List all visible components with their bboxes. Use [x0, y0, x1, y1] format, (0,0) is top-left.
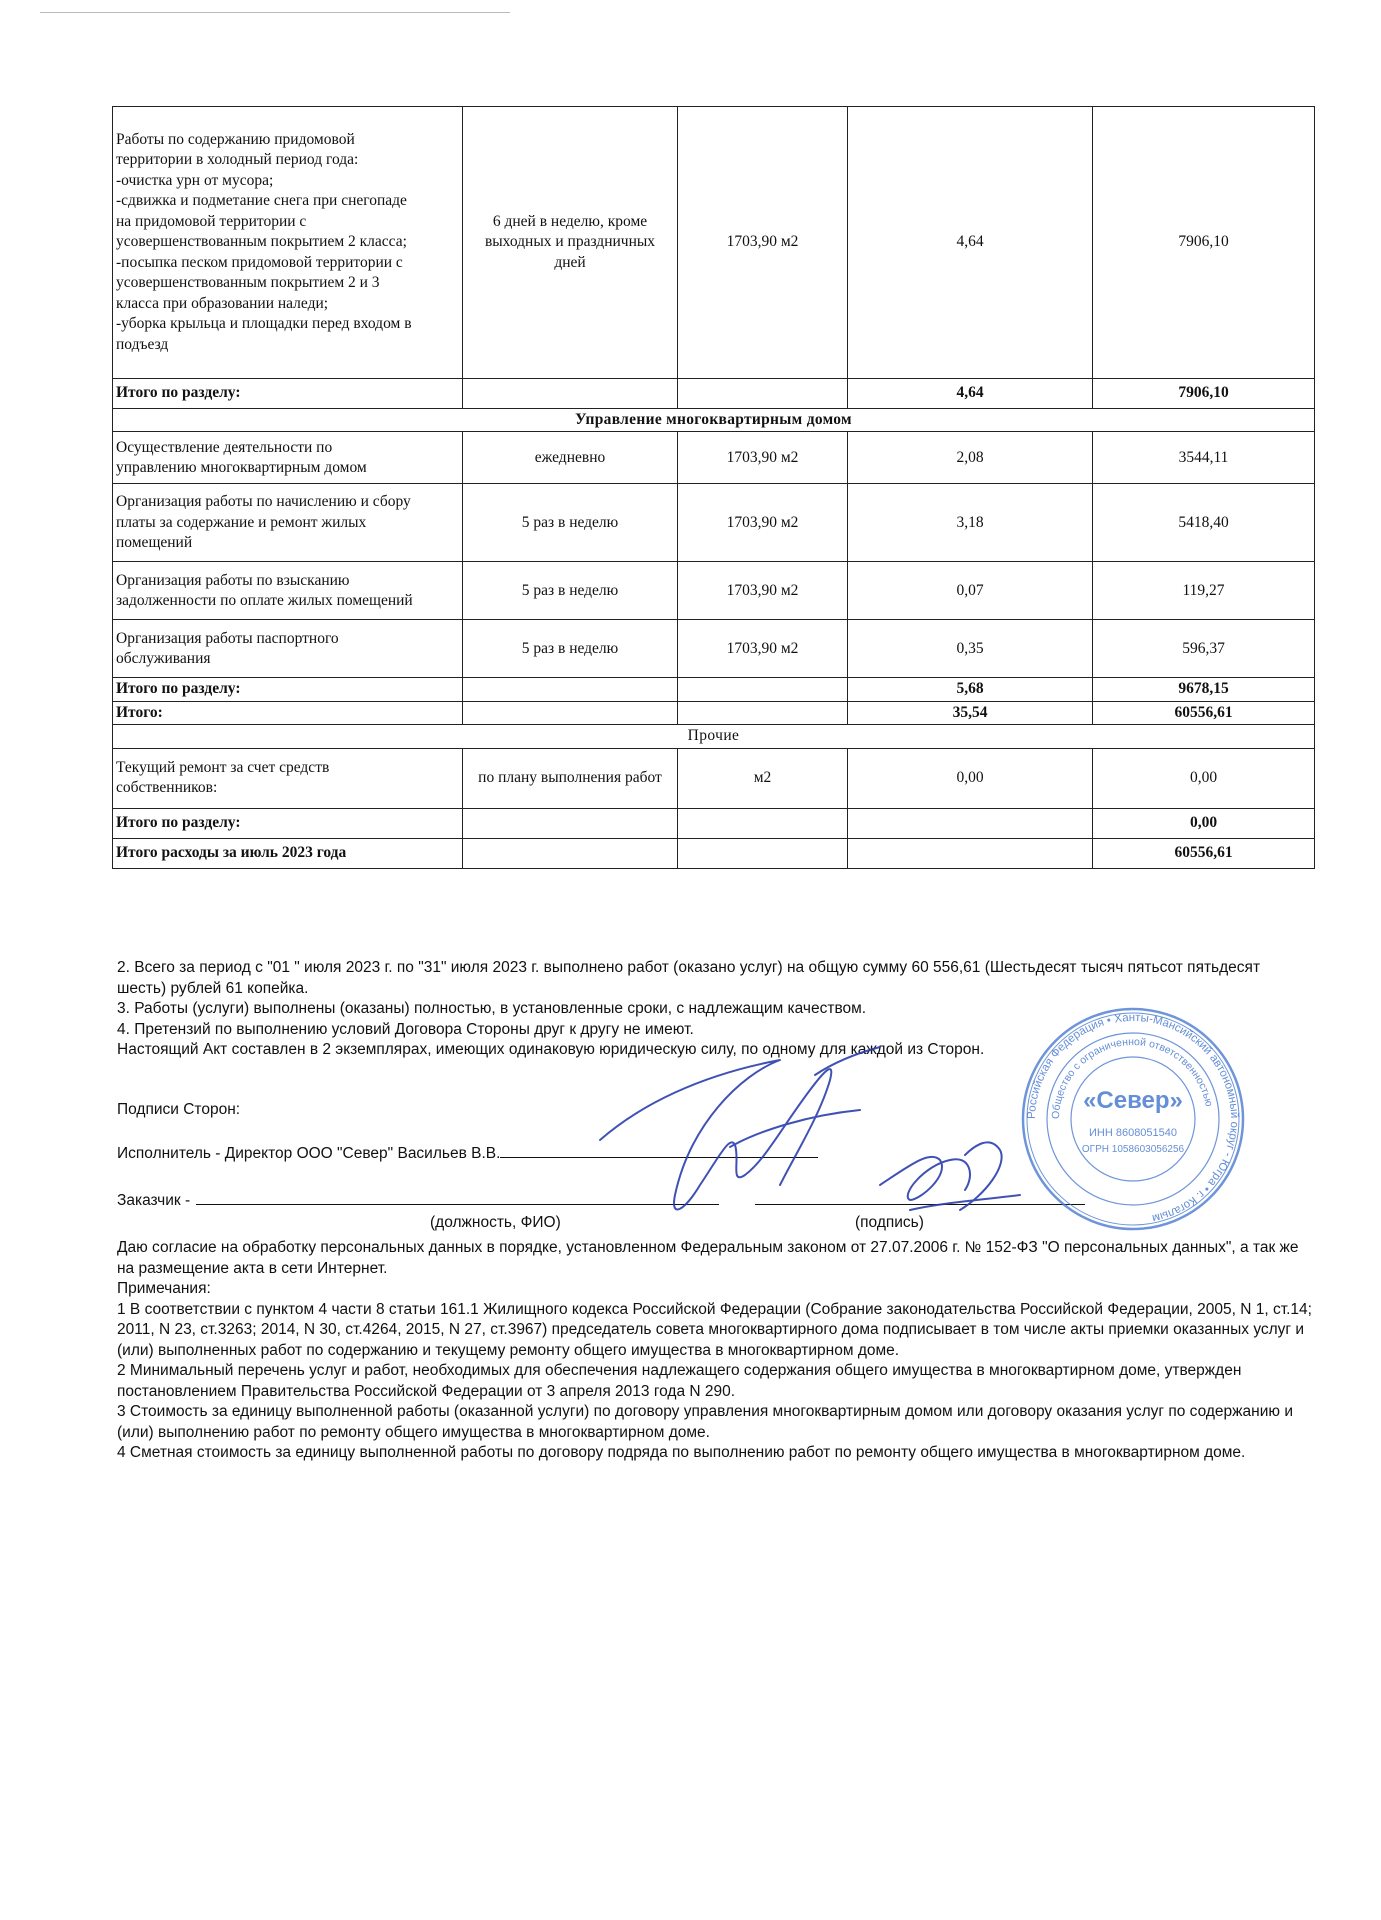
note-1: 1 В соответствии с пунктом 4 части 8 статьи 161.1 Жилищного кодекса Российской Федерации (Собрание законодательства Российской Федерации, 2005, N 1, ст.14; 2011, N 23, ст.3263; 2014, N 30, ст.4264, 2015, N 27, ст.3967) председатель совета многоквартирного дома подписывает в том числе акты приемки оказанных услуг и (или) выполненных работ по содержанию и текущему ремонту общего имущества в многоквартирном доме. [117, 1300, 1312, 1359]
cell-work-name: Организация работы по взысканию задолженности по оплате жилых помещений [113, 562, 463, 620]
table-row [113, 107, 1315, 379]
cell-work-name: Итого по разделу: [113, 379, 463, 409]
cell-amount: 5418,40 [1093, 484, 1315, 562]
cell-quantity [678, 838, 848, 868]
cell-rate: 3,18 [848, 484, 1093, 562]
stamp-center-text: «Север» [1083, 1087, 1183, 1114]
cell-amount: 0,00 [1093, 748, 1315, 808]
cell-frequency: 6 дней в неделю, кроме выходных и праздничных дней [463, 107, 678, 379]
caption-position: (должность, ФИО) [430, 1214, 561, 1231]
stamp-ogrn: ОГРН 1058603056256 [1081, 1144, 1185, 1155]
cell-work-name: Работы по содержанию придомовой территории в холодный период года: -очистка урн от мусора; -сдвижка и подметание снега при снегопаде на придомовой территории с усовершенствованным покрытием 2 класса; -посыпка песком придомовой территории с усовершенствованным покрытием 2 и 3 класса при образовании наледи; -уборка крыльца и площадки перед входом в подъезд [113, 107, 463, 379]
cell-amount: 7906,10 [1093, 107, 1315, 379]
table-row [113, 748, 1315, 808]
table-total-row [113, 701, 1315, 724]
table-row [113, 484, 1315, 562]
table-row [113, 562, 1315, 620]
cell-work-name: Итого по разделу: [113, 678, 463, 701]
cell-amount: 0,00 [1093, 808, 1315, 838]
statement-total-sum: 2. Всего за период с "01 " июля 2023 г. по "31" июля 2023 г. выполнено работ (оказано услуг) на общую сумму 60 556,61 (Шестьдесят тысяч пятьсот пятьдесят шесть) рублей 61 копейка. [117, 959, 1261, 997]
stamp-ring-textpath: Российская Федерация • Ханты-Мансийский автономный округ - Югра • г. Когалым [1025, 1011, 1241, 1225]
table-total-row [113, 379, 1315, 409]
cell-amount: 60556,61 [1093, 701, 1315, 724]
cell-frequency [463, 678, 678, 701]
cell-work-name: Организация работы паспортного обслуживания [113, 620, 463, 678]
notes-block [117, 1238, 1317, 1464]
section-title: Управление многоквартирным домом [113, 409, 1315, 432]
cell-rate: 4,64 [848, 379, 1093, 409]
cell-work-name: Осуществление деятельности по управлению многоквартирным домом [113, 432, 463, 484]
scan-edge-line [40, 12, 510, 13]
cell-amount: 7906,10 [1093, 379, 1315, 409]
cell-rate: 0,35 [848, 620, 1093, 678]
cell-amount: 119,27 [1093, 562, 1315, 620]
cell-quantity: 1703,90 м2 [678, 620, 848, 678]
cell-work-name: Текущий ремонт за счет средств собственников: [113, 748, 463, 808]
cell-rate: 5,68 [848, 678, 1093, 701]
cell-quantity [678, 379, 848, 409]
note-3: 3 Стоимость за единицу выполненной работы (оказанной услуги) по договору управления многоквартирным домом или договору оказания услуг по содержанию и (или) выполнению работ по ремонту общего имущества в многоквартирном доме. [117, 1403, 1293, 1441]
cell-rate: 2,08 [848, 432, 1093, 484]
cell-frequency: 5 раз в неделю [463, 562, 678, 620]
table-row [113, 620, 1315, 678]
cell-frequency [463, 701, 678, 724]
cell-rate [848, 838, 1093, 868]
cell-amount: 3544,11 [1093, 432, 1315, 484]
cell-work-name: Итого: [113, 701, 463, 724]
table-total-row [113, 678, 1315, 701]
cell-quantity [678, 701, 848, 724]
table-total-row [113, 808, 1315, 838]
statement-quality: 3. Работы (услуги) выполнены (оказаны) полностью, в установленные сроки, с надлежащим качеством. [117, 1000, 867, 1017]
cell-quantity: м2 [678, 748, 848, 808]
cell-frequency: ежедневно [463, 432, 678, 484]
cell-work-name: Организация работы по начислению и сбору платы за содержание и ремонт жилых помещений [113, 484, 463, 562]
stamp-inn: ИНН 8608051540 [1088, 1127, 1178, 1139]
consent-text: Даю согласие на обработку персональных данных в порядке, установленном Федеральным законом от 27.07.2006 г. № 152-ФЗ "О персональных данных", а так же на размещение акта в сети Интернет. [117, 1239, 1299, 1277]
cell-rate [848, 808, 1093, 838]
table-row [113, 432, 1315, 484]
cell-work-name: Итого расходы за июль 2023 года [113, 838, 463, 868]
cell-quantity: 1703,90 м2 [678, 432, 848, 484]
handwritten-signature [580, 1035, 1040, 1235]
notes-heading: Примечания: [117, 1280, 211, 1297]
services-table [112, 106, 1315, 869]
table-section-row [113, 725, 1315, 748]
table-section-row [113, 409, 1315, 432]
statement-no-claims: 4. Претензий по выполнению условий Договора Стороны друг к другу не имеют. [117, 1020, 694, 1038]
caption-signature: (подпись) [855, 1214, 924, 1231]
cell-rate: 4,64 [848, 107, 1093, 379]
cell-amount: 596,37 [1093, 620, 1315, 678]
cell-amount: 9678,15 [1093, 678, 1315, 701]
statement-copies: Настоящий Акт составлен в 2 экземплярах, имеющих одинаковую юридическую силу, по одному для каждой из Сторон. [117, 1041, 985, 1058]
cell-rate: 35,54 [848, 701, 1093, 724]
section-title: Прочие [113, 725, 1315, 748]
company-stamp [1018, 1004, 1248, 1234]
signatures-heading: Подписи Сторон: [117, 1101, 241, 1118]
table-total-row [113, 838, 1315, 868]
cell-frequency: 5 раз в неделю [463, 484, 678, 562]
cell-frequency [463, 379, 678, 409]
cell-quantity [678, 808, 848, 838]
cell-rate: 0,07 [848, 562, 1093, 620]
cell-frequency [463, 838, 678, 868]
cell-quantity: 1703,90 м2 [678, 107, 848, 379]
cell-rate: 0,00 [848, 748, 1093, 808]
executor-label: Исполнитель - Директор ООО "Север" Васильев В.В. [117, 1145, 501, 1162]
cell-frequency [463, 808, 678, 838]
stamp-inner-textpath: Общество с ограниченной ответственностью [1049, 1035, 1215, 1120]
cell-quantity: 1703,90 м2 [678, 562, 848, 620]
cell-frequency: 5 раз в неделю [463, 620, 678, 678]
cell-quantity [678, 678, 848, 701]
note-2: 2 Минимальный перечень услуг и работ, необходимых для обеспечения надлежащего содержания общего имущества в многоквартирном доме, утвержден постановлением Правительства Российской Федерации от 3 апреля 2013 года N 290. [117, 1362, 1242, 1400]
note-4: 4 Сметная стоимость за единицу выполненной работы по договору подряда по выполнению работ по ремонту общего имущества в многоквартирном доме. [117, 1444, 1246, 1461]
cell-quantity: 1703,90 м2 [678, 484, 848, 562]
customer-label: Заказчик - [117, 1192, 191, 1209]
cell-frequency: по плану выполнения работ [463, 748, 678, 808]
cell-work-name: Итого по разделу: [113, 808, 463, 838]
cell-amount: 60556,61 [1093, 838, 1315, 868]
